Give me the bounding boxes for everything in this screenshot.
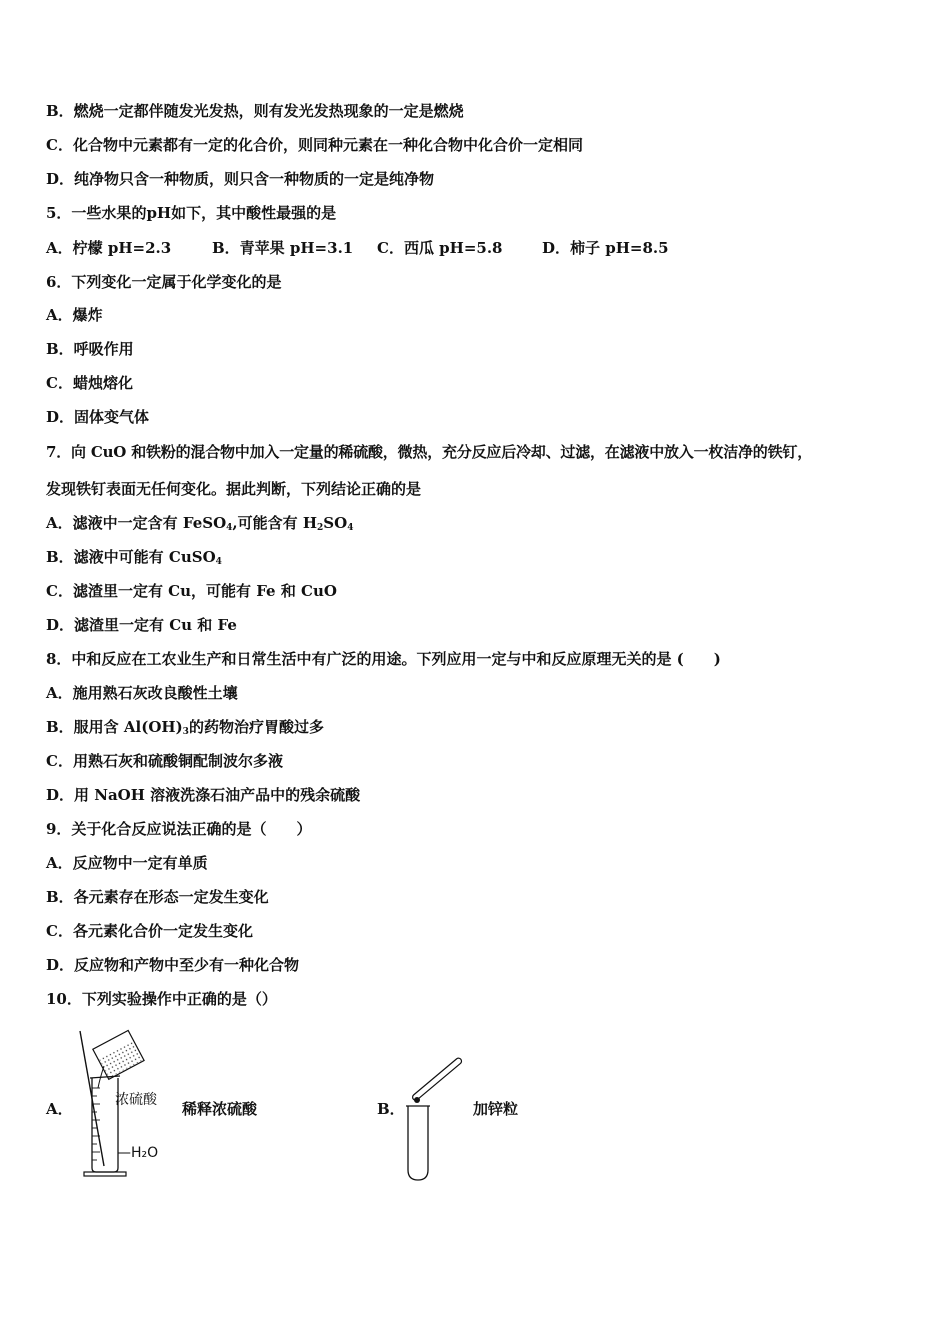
- zinc-granule: [414, 1097, 420, 1103]
- q7-option-a-sub3: 4: [347, 523, 354, 533]
- tweezers-group: [411, 1057, 462, 1101]
- q8-option-b-sub: 3: [182, 727, 189, 737]
- q7-option-d: D．滤渣里一定有 Cu 和 Fe: [46, 616, 237, 634]
- q7-option-c: C．滤渣里一定有 Cu，可能有 Fe 和 CuO: [46, 582, 337, 600]
- q6-option-a: A．爆炸: [46, 306, 103, 324]
- q10-option-b-letter: B．: [377, 1100, 405, 1118]
- q5-option-b: B．青苹果 pH=3.1: [212, 239, 354, 257]
- q10-option-a-letter: A．: [46, 1100, 73, 1118]
- q7-stem-line1: 7．向 CuO 和铁粉的混合物中加入一定量的稀硫酸，微热，充分反应后冷却、过滤，在滤液中放入一枚洁净的铁钉，: [46, 443, 812, 461]
- q7-stem-line2: 发现铁钉表面无任何变化。据此判断，下列结论正确的是: [46, 480, 422, 498]
- q5-options-row: [46, 238, 906, 258]
- q7-option-b: [46, 547, 222, 572]
- q4-option-d: D．纯净物只含一种物质，则只含一种物质的一定是纯净物: [46, 170, 435, 188]
- q10-option-b-caption: 加锌粒: [473, 1100, 519, 1118]
- q5-option-c: C．西瓜 pH=5.8: [377, 239, 503, 257]
- q9-option-a: A．反应物中一定有单质: [46, 854, 208, 872]
- q7-option-b-sub: 4: [215, 557, 222, 567]
- q10-option-a-caption: 稀释浓硫酸: [182, 1100, 258, 1118]
- q8-option-b-text1: B．服用含 Al(OH): [46, 718, 183, 736]
- cylinder-lip: [90, 1076, 120, 1078]
- q5-option-a: A．柠檬 pH=2.3: [46, 239, 172, 257]
- q10-option-a-acid-label: 浓硫酸: [115, 1092, 157, 1108]
- test-tube-body: [408, 1106, 428, 1180]
- q8-option-a: A．施用熟石灰改良酸性土壤: [46, 684, 238, 702]
- tweezers-body: [411, 1057, 462, 1101]
- q4-option-c: C．化合物中元素都有一定的化合价，则同种元素在一种化合物中化合价一定相同: [46, 136, 583, 154]
- q4-option-b: B．燃烧一定都伴随发光发热，则有发光发热现象的一定是燃烧: [46, 102, 464, 120]
- q7-option-a-text2: ,可能含有 H: [232, 514, 318, 532]
- q10-stem: 10．下列实验操作中正确的是（）: [46, 990, 277, 1008]
- q10-option-b-figure: [400, 1050, 475, 1184]
- cylinder-base: [84, 1172, 126, 1176]
- q5-stem: 5．一些水果的pH如下，其中酸性最强的是: [46, 204, 337, 222]
- q7-option-a-sub1: 4: [226, 523, 233, 533]
- q10-option-a-water-label: —H₂O: [117, 1145, 159, 1161]
- q9-stem: 9．关于化合反应说法正确的是（ ）: [46, 820, 312, 838]
- q6-option-b: B．呼吸作用: [46, 340, 134, 358]
- q9-option-c: C．各元素化合价一定发生变化: [46, 922, 253, 940]
- q6-option-c: C．蜡烛熔化: [46, 374, 133, 392]
- q8-option-b: [46, 717, 324, 742]
- q5-option-d: D．柿子 pH=8.5: [542, 239, 669, 257]
- q9-option-d: D．反应物和产物中至少有一种化合物: [46, 956, 300, 974]
- q8-option-c: C．用熟石灰和硫酸铜配制波尔多液: [46, 752, 283, 770]
- q6-stem: 6．下列变化一定属于化学变化的是: [46, 273, 282, 291]
- beaker-group: [93, 1030, 144, 1079]
- q8-stem: 8．中和反应在工农业生产和日常生活中有广泛的用途。下列应用一定与中和反应原理无关的是 ( ): [46, 650, 721, 668]
- q7-option-a-text1: A．滤液中一定含有 FeSO: [46, 514, 227, 532]
- q6-option-d: D．固体变气体: [46, 408, 150, 426]
- q7-option-a: [46, 513, 353, 538]
- q7-option-a-sub2: 2: [317, 523, 324, 533]
- q7-option-b-text: B．滤液中可能有 CuSO: [46, 548, 216, 566]
- q7-option-a-text3: SO: [323, 514, 348, 532]
- q8-option-b-text2: 的药物治疗胃酸过多: [188, 718, 324, 736]
- q8-option-d: D．用 NaOH 溶液洗涤石油产品中的残余硫酸: [46, 786, 361, 804]
- q9-option-b: B．各元素存在形态一定发生变化: [46, 888, 269, 906]
